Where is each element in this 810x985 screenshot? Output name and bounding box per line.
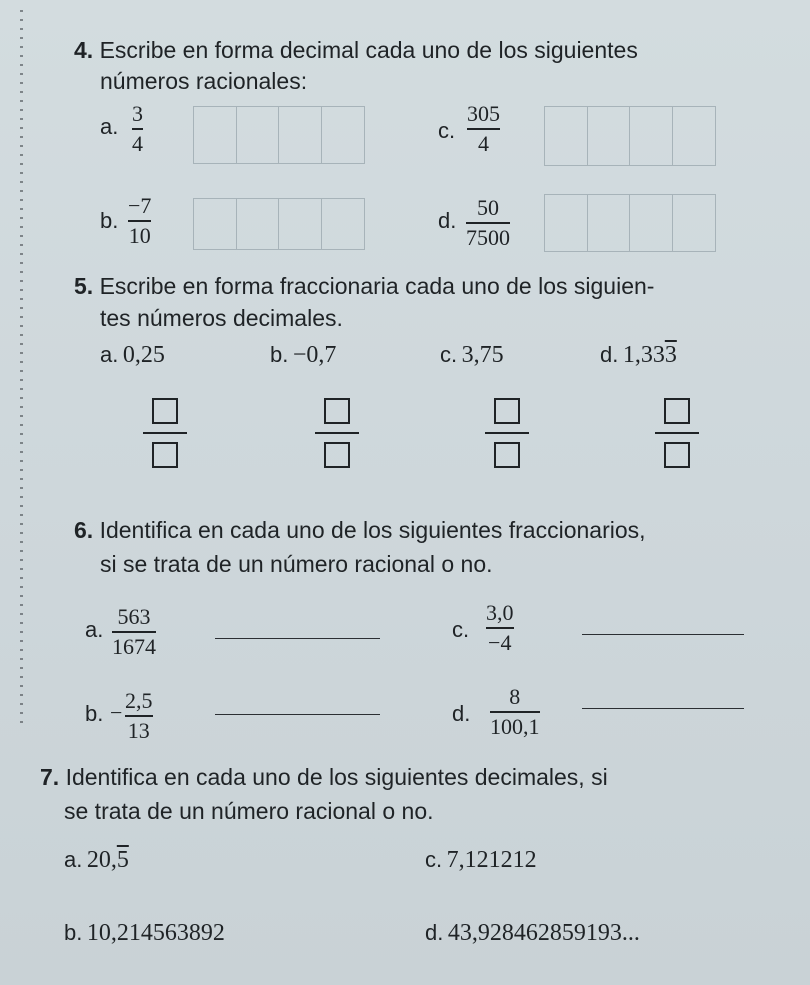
q4-item-c-answer-grid[interactable] bbox=[544, 106, 716, 166]
q6-item-a-answer-line[interactable] bbox=[215, 638, 380, 639]
q6-item-c-den: −4 bbox=[488, 630, 512, 655]
q7-item-c-label: c. bbox=[425, 847, 443, 872]
q4-item-c-label: c. bbox=[438, 118, 456, 143]
q7-item-d-value: 43,928462859193... bbox=[447, 920, 640, 946]
q6-item-c-fraction bbox=[486, 601, 514, 655]
q5-item-c-answer-fraction[interactable] bbox=[485, 398, 529, 468]
q6-item-d-answer-line[interactable] bbox=[582, 708, 744, 709]
q6-prompt-text: Identifica en cada uno de los siguientes fraccionarios, bbox=[99, 517, 646, 543]
q7-item-a bbox=[64, 847, 129, 874]
q4-item-c-den: 4 bbox=[478, 131, 489, 156]
q5-item-a-answer-fraction[interactable] bbox=[143, 398, 187, 468]
q7-number: 7. bbox=[40, 764, 60, 790]
q4-item-c-fraction bbox=[467, 102, 500, 156]
q7-item-a-label: a. bbox=[64, 847, 83, 872]
q5-item-c bbox=[440, 342, 504, 369]
q6-item-b-num: 2,5 bbox=[125, 688, 153, 713]
q6-item-d-fraction bbox=[490, 685, 540, 739]
q6-item-a-fraction bbox=[112, 605, 156, 659]
q6-item-b-answer-line[interactable] bbox=[215, 714, 380, 715]
q5-item-b-answer-fraction[interactable] bbox=[315, 398, 359, 468]
q5-item-d bbox=[600, 342, 677, 369]
q6-item-a-num: 563 bbox=[117, 604, 151, 629]
q6-item-d-num: 8 bbox=[509, 684, 521, 709]
q5-item-c-label: c. bbox=[440, 342, 458, 367]
q5-item-a-label: a. bbox=[100, 342, 119, 367]
q6-item-c-label: c. bbox=[452, 617, 470, 642]
q6-item-d-label: d. bbox=[452, 701, 471, 726]
q4-item-b-num: −7 bbox=[128, 193, 152, 218]
q5-item-a-numerator-box[interactable] bbox=[152, 398, 178, 424]
q7-item-d-label: d. bbox=[425, 920, 444, 945]
q5-item-c-denominator-box[interactable] bbox=[494, 442, 520, 468]
q7-item-c bbox=[425, 847, 537, 874]
q6-item-a-den: 1674 bbox=[112, 634, 156, 659]
q6-number: 6. bbox=[74, 517, 94, 543]
q7-item-a-repeating-digit: 5 bbox=[116, 847, 129, 873]
q4-item-a-label: a. bbox=[100, 114, 119, 139]
q5-item-c-value: 3,75 bbox=[461, 342, 504, 368]
q5-item-d-answer-fraction[interactable] bbox=[655, 398, 699, 468]
q5-number: 5. bbox=[74, 273, 94, 299]
q6-item-c-answer-line[interactable] bbox=[582, 634, 744, 635]
q7-item-c-value: 7,121212 bbox=[446, 847, 537, 873]
q5-item-b-label: b. bbox=[270, 342, 289, 367]
q4-prompt-line1 bbox=[74, 35, 638, 66]
q4-number: 4. bbox=[74, 37, 94, 63]
q4-item-a-num: 3 bbox=[132, 101, 143, 126]
q4-item-b-fraction bbox=[128, 194, 151, 248]
q5-item-a-value: 0,25 bbox=[122, 342, 165, 368]
q5-item-b-denominator-box[interactable] bbox=[324, 442, 350, 468]
q5-item-d-denominator-box[interactable] bbox=[664, 442, 690, 468]
q7-item-b bbox=[64, 920, 225, 947]
q4-item-b-label: b. bbox=[100, 208, 119, 233]
q4-item-d-den: 7500 bbox=[466, 225, 510, 250]
q6-item-b-label: b. bbox=[85, 701, 104, 726]
q6-item-b-fraction bbox=[125, 689, 153, 743]
q5-item-d-value: 1,33 bbox=[622, 342, 665, 368]
binding-dots bbox=[20, 10, 23, 730]
q7-prompt-line2: se trata de un número racional o no. bbox=[64, 798, 434, 824]
q6-item-c-num: 3,0 bbox=[486, 600, 514, 625]
q5-item-b-value: −0,7 bbox=[292, 342, 337, 368]
q5-item-a-denominator-box[interactable] bbox=[152, 442, 178, 468]
q5-item-d-label: d. bbox=[600, 342, 619, 367]
q6-item-b-sign: − bbox=[110, 700, 123, 725]
q5-prompt-line2: tes números decimales. bbox=[100, 305, 343, 331]
q5-prompt-line1 bbox=[74, 271, 654, 302]
q7-item-a-value: 20, bbox=[86, 847, 117, 873]
q6-item-b-den: 13 bbox=[127, 718, 150, 743]
q7-item-b-value: 10,214563892 bbox=[86, 920, 225, 946]
q5-item-c-numerator-box[interactable] bbox=[494, 398, 520, 424]
q5-item-d-repeating-digit: 3 bbox=[664, 342, 677, 368]
q4-item-b-answer-grid[interactable] bbox=[193, 198, 365, 250]
q7-prompt-text: Identifica en cada uno de los siguientes decimales, si bbox=[65, 764, 608, 790]
q5-item-b bbox=[270, 342, 336, 369]
q6-prompt-line1 bbox=[74, 515, 646, 546]
q7-item-d bbox=[425, 920, 640, 947]
q6-prompt-line2: si se trata de un número racional o no. bbox=[100, 551, 493, 577]
q4-prompt-line2: números racionales: bbox=[100, 68, 308, 94]
q5-item-b-numerator-box[interactable] bbox=[324, 398, 350, 424]
q7-prompt-line1 bbox=[40, 762, 608, 793]
q4-prompt-text: Escribe en forma decimal cada uno de los siguientes bbox=[99, 37, 638, 63]
q4-item-a-answer-grid[interactable] bbox=[193, 106, 365, 164]
q6-item-d-den: 100,1 bbox=[490, 714, 540, 739]
q5-item-d-numerator-box[interactable] bbox=[664, 398, 690, 424]
q4-item-d-fraction bbox=[466, 196, 510, 250]
q5-item-a bbox=[100, 342, 165, 369]
q4-item-c-num: 305 bbox=[467, 101, 500, 126]
q4-item-a-den: 4 bbox=[132, 131, 143, 156]
q6-item-a-label: a. bbox=[85, 617, 104, 642]
q4-item-d-answer-grid[interactable] bbox=[544, 194, 716, 252]
q7-item-b-label: b. bbox=[64, 920, 83, 945]
q4-item-d-label: d. bbox=[438, 208, 457, 233]
q4-item-b-den: 10 bbox=[128, 223, 151, 248]
q4-item-a-fraction bbox=[132, 102, 143, 156]
q5-prompt-text: Escribe en forma fraccionaria cada uno de los siguien- bbox=[99, 273, 655, 299]
q4-item-d-num: 50 bbox=[477, 195, 499, 220]
